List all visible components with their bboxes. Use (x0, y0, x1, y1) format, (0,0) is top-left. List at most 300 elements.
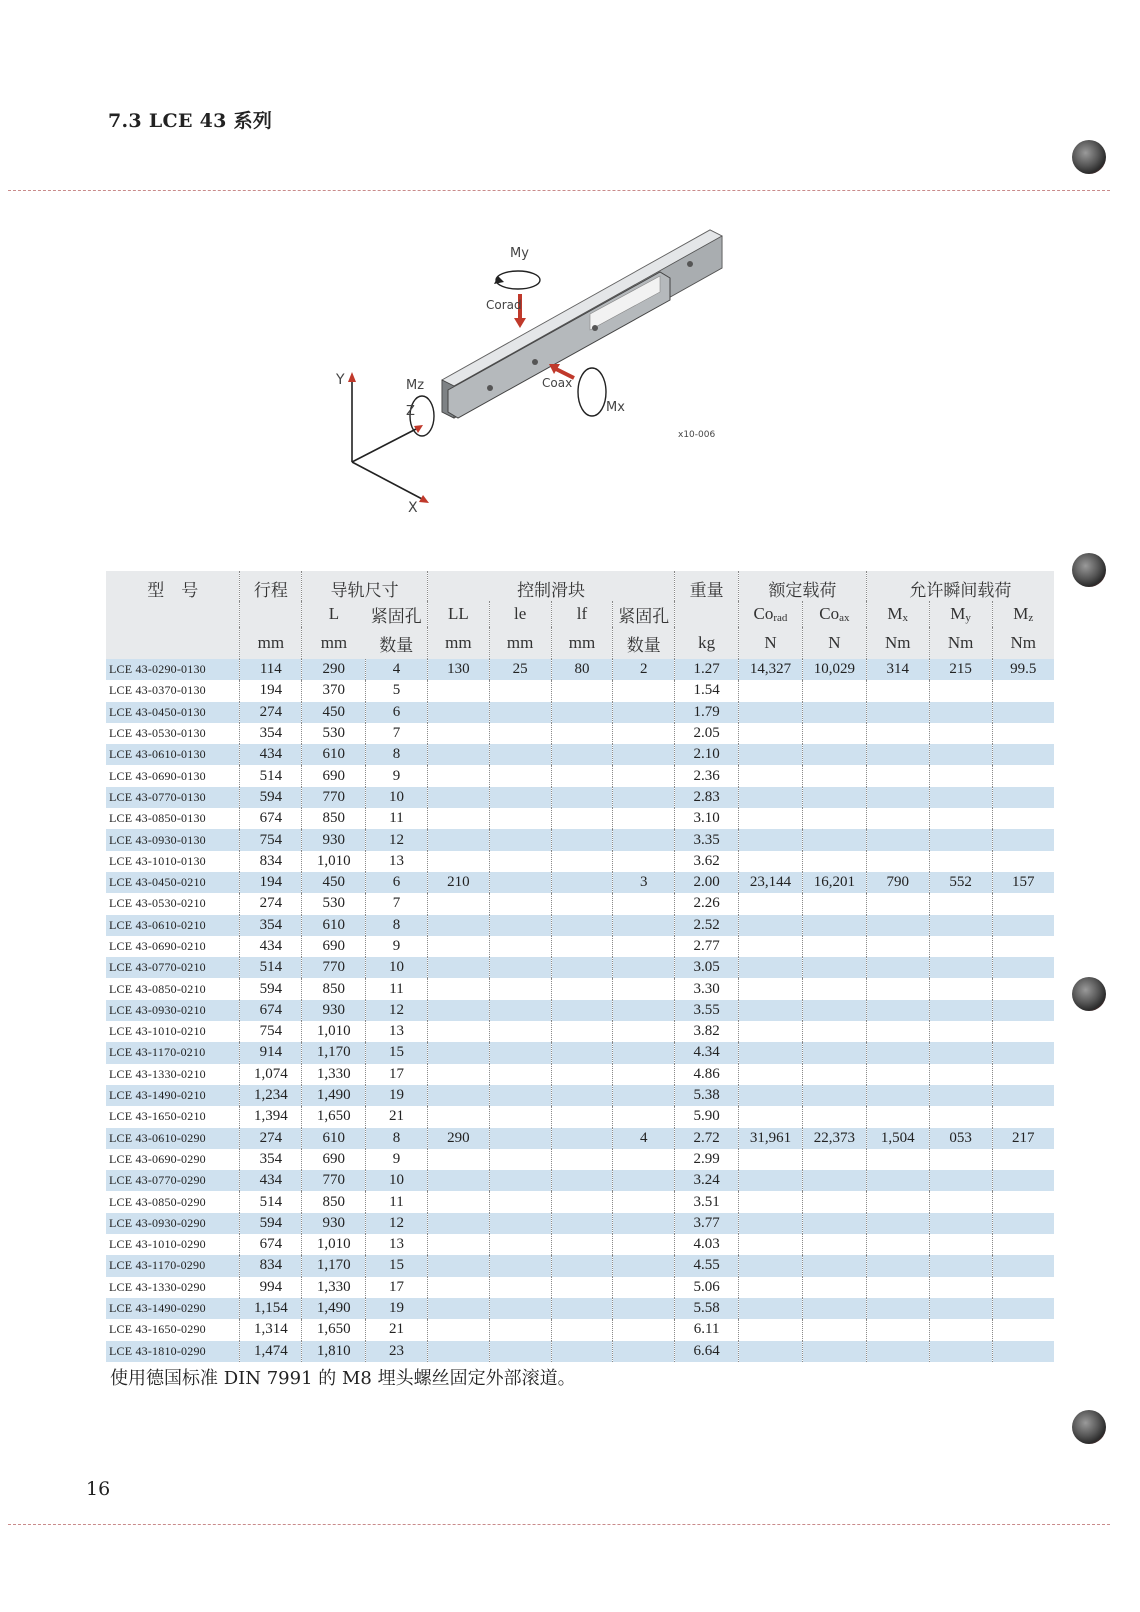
table-cell (866, 744, 929, 765)
table-cell (489, 808, 551, 829)
table-cell: 13 (366, 851, 428, 872)
table-cell (866, 1021, 929, 1042)
table-cell (489, 1341, 551, 1362)
table-cell (802, 1213, 866, 1234)
table-cell: 1,170 (302, 1255, 366, 1276)
unit-lf: mm (551, 627, 613, 659)
table-cell: 3.30 (675, 978, 739, 999)
model-cell: LCE 43-1010-0210 (106, 1021, 240, 1042)
table-cell (739, 1106, 803, 1127)
table-cell (427, 957, 489, 978)
table-cell: 194 (240, 680, 302, 701)
table-cell: 4.55 (675, 1255, 739, 1276)
table-cell: 31,961 (739, 1128, 803, 1149)
table-cell: 2.83 (675, 787, 739, 808)
table-cell (489, 1021, 551, 1042)
table-row (106, 659, 1054, 680)
table-cell: 3.62 (675, 851, 739, 872)
table-cell (613, 702, 675, 723)
table-cell (489, 893, 551, 914)
table-cell: 4 (366, 659, 428, 680)
table-row (106, 1191, 1054, 1212)
table-cell (427, 1085, 489, 1106)
table-cell (551, 808, 613, 829)
table-cell (802, 1191, 866, 1212)
table-cell: 314 (866, 659, 929, 680)
table-cell: 290 (427, 1128, 489, 1149)
unit-mz: Nm (992, 627, 1054, 659)
table-cell (427, 893, 489, 914)
table-cell: 130 (427, 659, 489, 680)
label-z: Z (406, 404, 415, 419)
table-row (106, 680, 1054, 701)
table-cell (551, 1149, 613, 1170)
table-cell (992, 1277, 1054, 1298)
table-cell (427, 744, 489, 765)
header-mz: $M_z$ (992, 601, 1054, 627)
table-cell (551, 872, 613, 893)
table-cell (613, 1064, 675, 1085)
table-cell: 2.26 (675, 893, 739, 914)
label-y: Y (336, 372, 345, 388)
table-cell (929, 1234, 992, 1255)
model-cell: LCE 43-0770-0210 (106, 957, 240, 978)
table-cell: 157 (992, 872, 1054, 893)
table-cell (613, 1170, 675, 1191)
table-cell (802, 829, 866, 850)
table-cell (489, 1149, 551, 1170)
table-cell: 1,010 (302, 1234, 366, 1255)
table-cell: 1.54 (675, 680, 739, 701)
table-cell (802, 957, 866, 978)
table-cell (489, 702, 551, 723)
model-cell: LCE 43-0770-0290 (106, 1170, 240, 1191)
table-cell (866, 765, 929, 786)
table-cell (802, 1106, 866, 1127)
table-cell (992, 978, 1054, 999)
table-cell (739, 723, 803, 744)
binder-hole-1 (1072, 140, 1106, 174)
table-cell (739, 1149, 803, 1170)
table-cell (866, 1106, 929, 1127)
table-cell (802, 702, 866, 723)
table-cell: 19 (366, 1298, 428, 1319)
table-cell (992, 1021, 1054, 1042)
table-row (106, 1106, 1054, 1127)
table-cell: 610 (302, 744, 366, 765)
table-cell (489, 1106, 551, 1127)
table-cell: 15 (366, 1042, 428, 1063)
table-cell: 1,650 (302, 1106, 366, 1127)
table-cell (551, 1064, 613, 1085)
table-cell (866, 1298, 929, 1319)
model-cell: LCE 43-0930-0210 (106, 1000, 240, 1021)
table-cell (929, 1298, 992, 1319)
table-cell (929, 915, 992, 936)
table-row (106, 936, 1054, 957)
table-cell: 2 (613, 659, 675, 680)
table-cell: 674 (240, 1234, 302, 1255)
table-cell (739, 765, 803, 786)
table-cell (427, 1341, 489, 1362)
binder-hole-2 (1072, 553, 1106, 587)
table-cell (802, 851, 866, 872)
table-cell (802, 1149, 866, 1170)
table-cell (802, 893, 866, 914)
table-cell (992, 808, 1054, 829)
table-cell (613, 915, 675, 936)
table-cell: 10 (366, 1170, 428, 1191)
table-row (106, 1064, 1054, 1085)
table-cell: 10 (366, 787, 428, 808)
table-cell (992, 1170, 1054, 1191)
table-cell: 4.86 (675, 1064, 739, 1085)
table-cell (929, 1000, 992, 1021)
table-cell (866, 915, 929, 936)
table-cell (613, 1106, 675, 1127)
table-cell (489, 978, 551, 999)
table-cell: 674 (240, 1000, 302, 1021)
header-mx: $M_x$ (866, 601, 929, 627)
table-cell (551, 915, 613, 936)
table-cell: 674 (240, 808, 302, 829)
table-cell (802, 765, 866, 786)
table-cell (489, 1298, 551, 1319)
table-cell: 834 (240, 1255, 302, 1276)
table-cell: 3 (613, 872, 675, 893)
table-cell: 10,029 (802, 659, 866, 680)
table-cell: 5.06 (675, 1277, 739, 1298)
table-row (106, 978, 1054, 999)
table-cell (427, 936, 489, 957)
table-cell: 594 (240, 787, 302, 808)
spec-table (106, 571, 1054, 1362)
table-cell (739, 1298, 803, 1319)
section-title: 7.3 LCE 43 系列 (108, 110, 273, 132)
table-cell: 3.35 (675, 829, 739, 850)
table-cell: 370 (302, 680, 366, 701)
table-cell (802, 808, 866, 829)
table-cell (739, 829, 803, 850)
label-my: My (510, 246, 529, 261)
model-cell: LCE 43-0690-0130 (106, 765, 240, 786)
table-cell (427, 1255, 489, 1276)
table-cell (992, 1319, 1054, 1340)
table-cell (739, 1277, 803, 1298)
table-cell: 850 (302, 1191, 366, 1212)
table-cell (929, 1213, 992, 1234)
table-cell (551, 957, 613, 978)
table-cell (866, 893, 929, 914)
table-cell: 690 (302, 1149, 366, 1170)
table-cell (427, 680, 489, 701)
table-cell (866, 1255, 929, 1276)
table-cell (613, 765, 675, 786)
table-cell: 210 (427, 872, 489, 893)
table-cell: 2.72 (675, 1128, 739, 1149)
table-cell (802, 915, 866, 936)
table-cell (551, 1341, 613, 1362)
table-cell: 2.52 (675, 915, 739, 936)
table-cell: 4 (613, 1128, 675, 1149)
table-cell: 3.55 (675, 1000, 739, 1021)
table-cell: 6.11 (675, 1319, 739, 1340)
table-cell (551, 1021, 613, 1042)
table-cell: 1,394 (240, 1106, 302, 1127)
table-row (106, 1277, 1054, 1298)
unit-coax: N (802, 627, 866, 659)
table-cell (551, 1234, 613, 1255)
table-cell: 8 (366, 744, 428, 765)
table-cell: 450 (302, 702, 366, 723)
table-cell (929, 808, 992, 829)
table-cell: 530 (302, 723, 366, 744)
table-cell (866, 936, 929, 957)
header-corad: $Co_{rad}$ (739, 601, 803, 627)
table-cell: 450 (302, 872, 366, 893)
table-cell (802, 1319, 866, 1340)
table-cell (802, 1085, 866, 1106)
table-cell (802, 787, 866, 808)
table-cell (427, 1021, 489, 1042)
table-cell (992, 1085, 1054, 1106)
table-cell (489, 851, 551, 872)
header-weight: 重量 (675, 571, 739, 601)
table-cell: 690 (302, 765, 366, 786)
table-cell: 1,474 (240, 1341, 302, 1362)
table-cell (551, 978, 613, 999)
table-cell (739, 1170, 803, 1191)
table-cell (427, 808, 489, 829)
bottom-divider (8, 1524, 1110, 1525)
table-cell (992, 829, 1054, 850)
table-cell: 17 (366, 1064, 428, 1085)
table-cell: 594 (240, 1213, 302, 1234)
table-cell: 3.10 (675, 808, 739, 829)
table-cell (613, 851, 675, 872)
table-cell (613, 808, 675, 829)
page-number: 16 (86, 1478, 111, 1500)
table-cell: 8 (366, 1128, 428, 1149)
table-cell (489, 765, 551, 786)
table-cell (929, 893, 992, 914)
table-row (106, 744, 1054, 765)
table-cell: 530 (302, 893, 366, 914)
table-cell: 3.24 (675, 1170, 739, 1191)
unit-my: Nm (929, 627, 992, 659)
table-cell (739, 851, 803, 872)
table-cell (427, 1298, 489, 1319)
table-cell (551, 1255, 613, 1276)
table-cell (489, 957, 551, 978)
table-cell (866, 787, 929, 808)
table-cell (929, 936, 992, 957)
table-cell (866, 1170, 929, 1191)
table-cell (992, 957, 1054, 978)
header-le: le (489, 601, 551, 627)
table-cell (489, 872, 551, 893)
table-cell: 770 (302, 1170, 366, 1191)
table-cell (992, 893, 1054, 914)
model-cell: LCE 43-0450-0130 (106, 702, 240, 723)
table-cell (489, 1319, 551, 1340)
table-cell: 930 (302, 1213, 366, 1234)
table-cell (613, 1255, 675, 1276)
model-cell: LCE 43-0530-0130 (106, 723, 240, 744)
table-cell (739, 1341, 803, 1362)
table-row (106, 1149, 1054, 1170)
table-cell (992, 1149, 1054, 1170)
table-cell (866, 1319, 929, 1340)
table-row (106, 1298, 1054, 1319)
table-cell (489, 1213, 551, 1234)
unit-weight: kg (675, 627, 739, 659)
table-cell (866, 829, 929, 850)
model-cell: LCE 43-0290-0130 (106, 659, 240, 680)
table-cell (427, 1106, 489, 1127)
table-cell: 6 (366, 872, 428, 893)
table-cell (866, 1277, 929, 1298)
table-cell: 770 (302, 957, 366, 978)
table-cell: 2.36 (675, 765, 739, 786)
table-cell (739, 1085, 803, 1106)
header-stroke: 行程 (240, 571, 302, 601)
table-cell (613, 1191, 675, 1212)
table-cell: 12 (366, 829, 428, 850)
table-cell (427, 1170, 489, 1191)
table-cell: 690 (302, 936, 366, 957)
table-row (106, 1021, 1054, 1042)
table-cell: 2.00 (675, 872, 739, 893)
table-cell (427, 851, 489, 872)
table-cell: 22,373 (802, 1128, 866, 1149)
table-cell (551, 1128, 613, 1149)
table-cell (929, 1170, 992, 1191)
table-row (106, 957, 1054, 978)
table-cell (489, 1042, 551, 1063)
table-cell (992, 1042, 1054, 1063)
table-cell: 2.10 (675, 744, 739, 765)
table-cell (427, 978, 489, 999)
table-cell: 21 (366, 1319, 428, 1340)
table-cell (551, 1170, 613, 1191)
table-row (106, 1255, 1054, 1276)
table-cell (613, 1277, 675, 1298)
header-rated-load: 额定载荷 (739, 571, 867, 601)
table-cell: 5.90 (675, 1106, 739, 1127)
table-cell (427, 1319, 489, 1340)
table-cell: 1,650 (302, 1319, 366, 1340)
table-cell: 1,504 (866, 1128, 929, 1149)
table-cell: 850 (302, 978, 366, 999)
model-cell: LCE 43-1810-0290 (106, 1341, 240, 1362)
table-cell (992, 723, 1054, 744)
table-cell: 754 (240, 829, 302, 850)
unit-stroke: mm (240, 627, 302, 659)
unit-fix-holes: 数量 (366, 627, 428, 659)
table-cell: 354 (240, 915, 302, 936)
header-model: 型 号 (106, 571, 240, 601)
table-cell (929, 723, 992, 744)
table-cell (551, 1298, 613, 1319)
label-mz: Mz (406, 378, 425, 393)
table-cell (929, 957, 992, 978)
model-cell: LCE 43-0370-0130 (106, 680, 240, 701)
table-cell (739, 893, 803, 914)
table-cell (802, 1234, 866, 1255)
table-cell (489, 1277, 551, 1298)
table-row (106, 765, 1054, 786)
table-cell: 1,170 (302, 1042, 366, 1063)
table-cell: 594 (240, 978, 302, 999)
table-cell: 21 (366, 1106, 428, 1127)
table-cell (866, 723, 929, 744)
table-row (106, 787, 1054, 808)
model-cell: LCE 43-1490-0290 (106, 1298, 240, 1319)
table-cell (613, 1000, 675, 1021)
table-cell: 274 (240, 1128, 302, 1149)
table-cell (739, 915, 803, 936)
table-cell (427, 915, 489, 936)
model-cell: LCE 43-1170-0290 (106, 1255, 240, 1276)
table-cell (489, 680, 551, 701)
table-cell (802, 1000, 866, 1021)
table-cell (739, 1191, 803, 1212)
label-corad: Corad (486, 298, 522, 312)
table-cell (551, 851, 613, 872)
table-cell (929, 851, 992, 872)
table-cell (866, 1149, 929, 1170)
table-cell: 514 (240, 957, 302, 978)
unit-mx: Nm (866, 627, 929, 659)
table-cell: 610 (302, 1128, 366, 1149)
table-cell (866, 1234, 929, 1255)
table-cell: 434 (240, 1170, 302, 1191)
table-cell (866, 957, 929, 978)
table-cell (427, 829, 489, 850)
table-cell (866, 680, 929, 701)
table-cell (551, 1213, 613, 1234)
table-cell (992, 1106, 1054, 1127)
table-cell (992, 702, 1054, 723)
table-cell (992, 1191, 1054, 1212)
table-row (106, 1085, 1054, 1106)
table-cell: 1,010 (302, 851, 366, 872)
table-cell (739, 1213, 803, 1234)
table-cell (489, 787, 551, 808)
table-cell: 770 (302, 787, 366, 808)
table-row (106, 1234, 1054, 1255)
table-cell: 114 (240, 659, 302, 680)
table-cell (866, 1213, 929, 1234)
table-cell (613, 1149, 675, 1170)
table-cell: 12 (366, 1000, 428, 1021)
table-cell: 11 (366, 808, 428, 829)
table-cell (802, 978, 866, 999)
table-cell (613, 1213, 675, 1234)
table-cell: 2.77 (675, 936, 739, 957)
table-cell: 1.27 (675, 659, 739, 680)
table-cell: 274 (240, 702, 302, 723)
spec-table-body (106, 659, 1054, 1362)
table-cell: 3.51 (675, 1191, 739, 1212)
header-rail: 导轨尺寸 (302, 571, 428, 601)
table-row (106, 915, 1054, 936)
label-x: X (408, 500, 418, 516)
table-cell (866, 851, 929, 872)
table-cell (992, 1064, 1054, 1085)
table-cell (427, 723, 489, 744)
